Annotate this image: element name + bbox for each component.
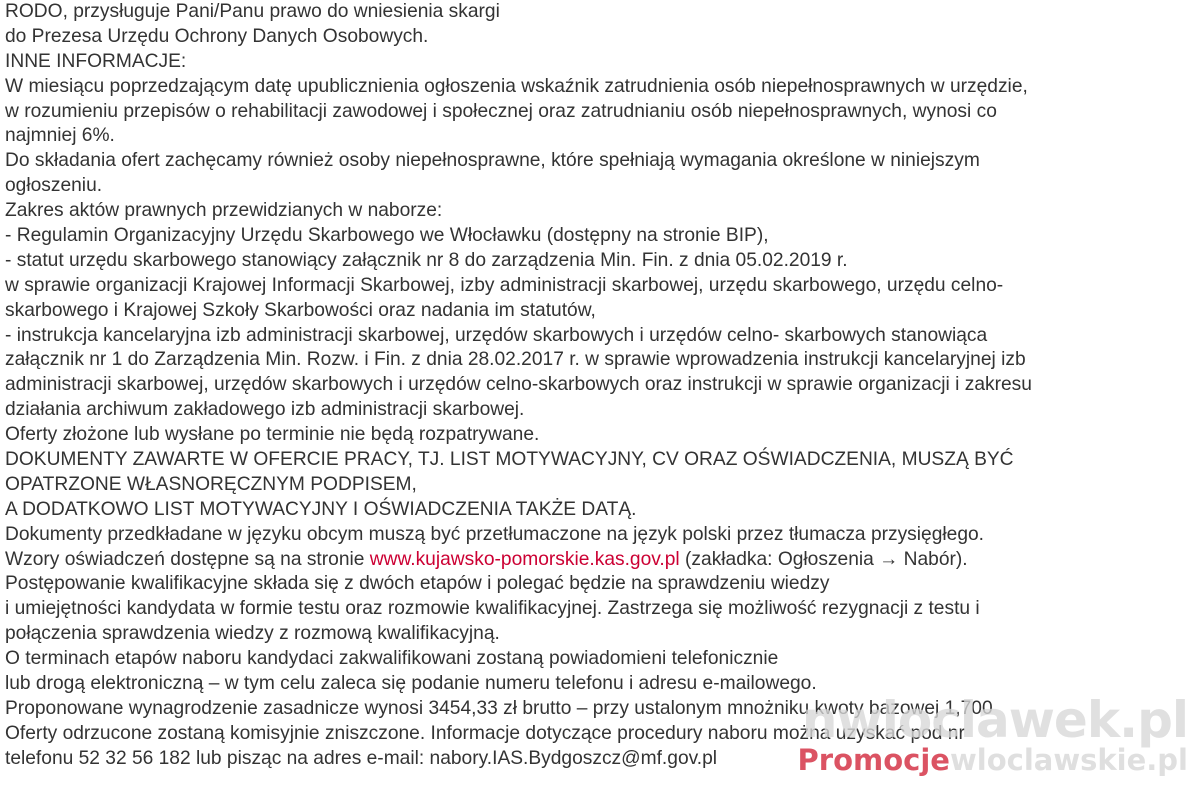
text-line: w sprawie organizacji Krajowej Informacji Skarbowej, izby administracji skarbowej, urzędu skarbowego, urzędu celno- [5, 274, 1004, 296]
text-line: działania archiwum zakładowego izb administracji skarbowej. [5, 399, 525, 421]
site-watermark [797, 691, 1200, 791]
text-line: O terminach etapów naboru kandydaci zakwalifikowani zostaną powiadomieni telefonicznie [5, 648, 779, 670]
text-line: Oferty odrzucone zostaną komisyjnie zniszczone. Informacje dotyczące procedury naboru można uzyskać pod nr [5, 722, 965, 744]
text-line: DOKUMENTY ZAWARTE W OFERCIE PRACY, TJ. LIST MOTYWACYJNY, CV ORAZ OŚWIADCZENIA, MUSZĄ BYĆ [5, 449, 1014, 471]
text-line: Oferty złożone lub wysłane po terminie nie będą rozpatrywane. [5, 424, 540, 446]
text-line: Do składania ofert zachęcamy również osoby niepełnosprawne, które spełniają wymagania określone w niniejszym [5, 150, 980, 172]
watermark-site-name: nwloclawek.pl [801, 691, 1188, 749]
text-line: administracji skarbowej, urzędów skarbowych i urzędów celno-skarbowych oraz instrukcji w sprawie organizacji i zakresu [5, 374, 1032, 396]
text-line: połączenia sprawdzenia wiedzy z rozmową kwalifikacyjną. [5, 623, 500, 645]
text-line: A DODATKOWO LIST MOTYWACYJNY I OŚWIADCZENIA TAKŻE DATĄ. [5, 498, 637, 520]
text-line: Zakres aktów prawnych przewidzianych w naborze: [5, 200, 443, 222]
text-line: i umiejętności kandydata w formie testu oraz rozmowie kwalifikacyjnej. Zastrzega się możliwość rezygnacji z testu i [5, 598, 980, 620]
document-body [5, 0, 1197, 772]
text-line: w rozumieniu przepisów o rehabilitacji zawodowej i społecznej oraz zatrudnianiu osób niepełnosprawnych, wynosi co [5, 100, 997, 122]
text-line: telefonu 52 32 56 182 lub pisząc na adres e-mail: nabory.IAS.Bydgoszcz@mf.gov.pl [5, 747, 718, 769]
link-suffix-text: (zakładka: Ogłoszenia → Nabór). [679, 548, 968, 570]
watermark-promo-label: Promocje [797, 743, 950, 777]
text-line: RODO, przysługuje Pani/Panu prawo do wniesienia skargi [5, 1, 500, 22]
watermark-promo [798, 743, 1188, 777]
section-heading: INNE INFORMACJE: [5, 50, 187, 72]
text-line: ogłoszeniu. [5, 175, 103, 197]
text-line: W miesiącu poprzedzającym datę upublicznienia ogłoszenia wskaźnik zatrudnienia osób niepełnosprawnych w urzędzie, [5, 75, 1028, 97]
text-line: lub drogą elektroniczną – w tym celu zaleca się podanie numeru telefonu i adresu e-mailowego. [5, 673, 817, 695]
text-line: do Prezesa Urzędu Ochrony Danych Osobowych. [5, 25, 429, 47]
text-line: OPATRZONE WŁASNORĘCZNYM PODPISEM, [5, 473, 417, 495]
text-line: - statut urzędu skarbowego stanowiący załącznik nr 8 do zarządzenia Min. Fin. z dnia 05.02.2019 r. [5, 249, 848, 271]
text-line: - Regulamin Organizacyjny Urzędu Skarbowego we Włocławku (dostępny na stronie BIP), [5, 225, 769, 247]
text-line: załącznik nr 1 do Zarządzenia Min. Rozw. i Fin. z dnia 28.02.2017 r. w sprawie wprowadzenia instrukcji kancelaryjnej izb [5, 349, 1026, 371]
text-line: najmniej 6%. [5, 125, 115, 147]
text-line: Postępowanie kwalifikacyjne składa się z dwóch etapów i polegać będzie na sprawdzeniu wiedzy [5, 573, 830, 595]
text-line: - instrukcja kancelaryjna izb administracji skarbowej, urzędów skarbowych i urzędów celno- skarbowych stanowiąca [5, 324, 988, 346]
text-line: Proponowane wynagrodzenie zasadnicze wynosi 3454,33 zł brutto – przy ustalonym mnożniku kwoty bazowej 1,700 [5, 697, 993, 719]
kas-website-link[interactable]: www.kujawsko-pomorskie.kas.gov.pl [369, 548, 680, 570]
text-line: skarbowego i Krajowej Szkoły Skarbowości oraz nadania im statutów, [5, 299, 596, 321]
text-line-with-link [5, 548, 1197, 573]
link-prefix-text: Wzory oświadczeń dostępne są na stronie [5, 548, 370, 570]
watermark-promo-site: wloclawskie.pl [949, 743, 1188, 777]
text-line: Dokumenty przedkładane w języku obcym muszą być przetłumaczone na język polski przez tłumacza przysięgłego. [5, 523, 984, 545]
